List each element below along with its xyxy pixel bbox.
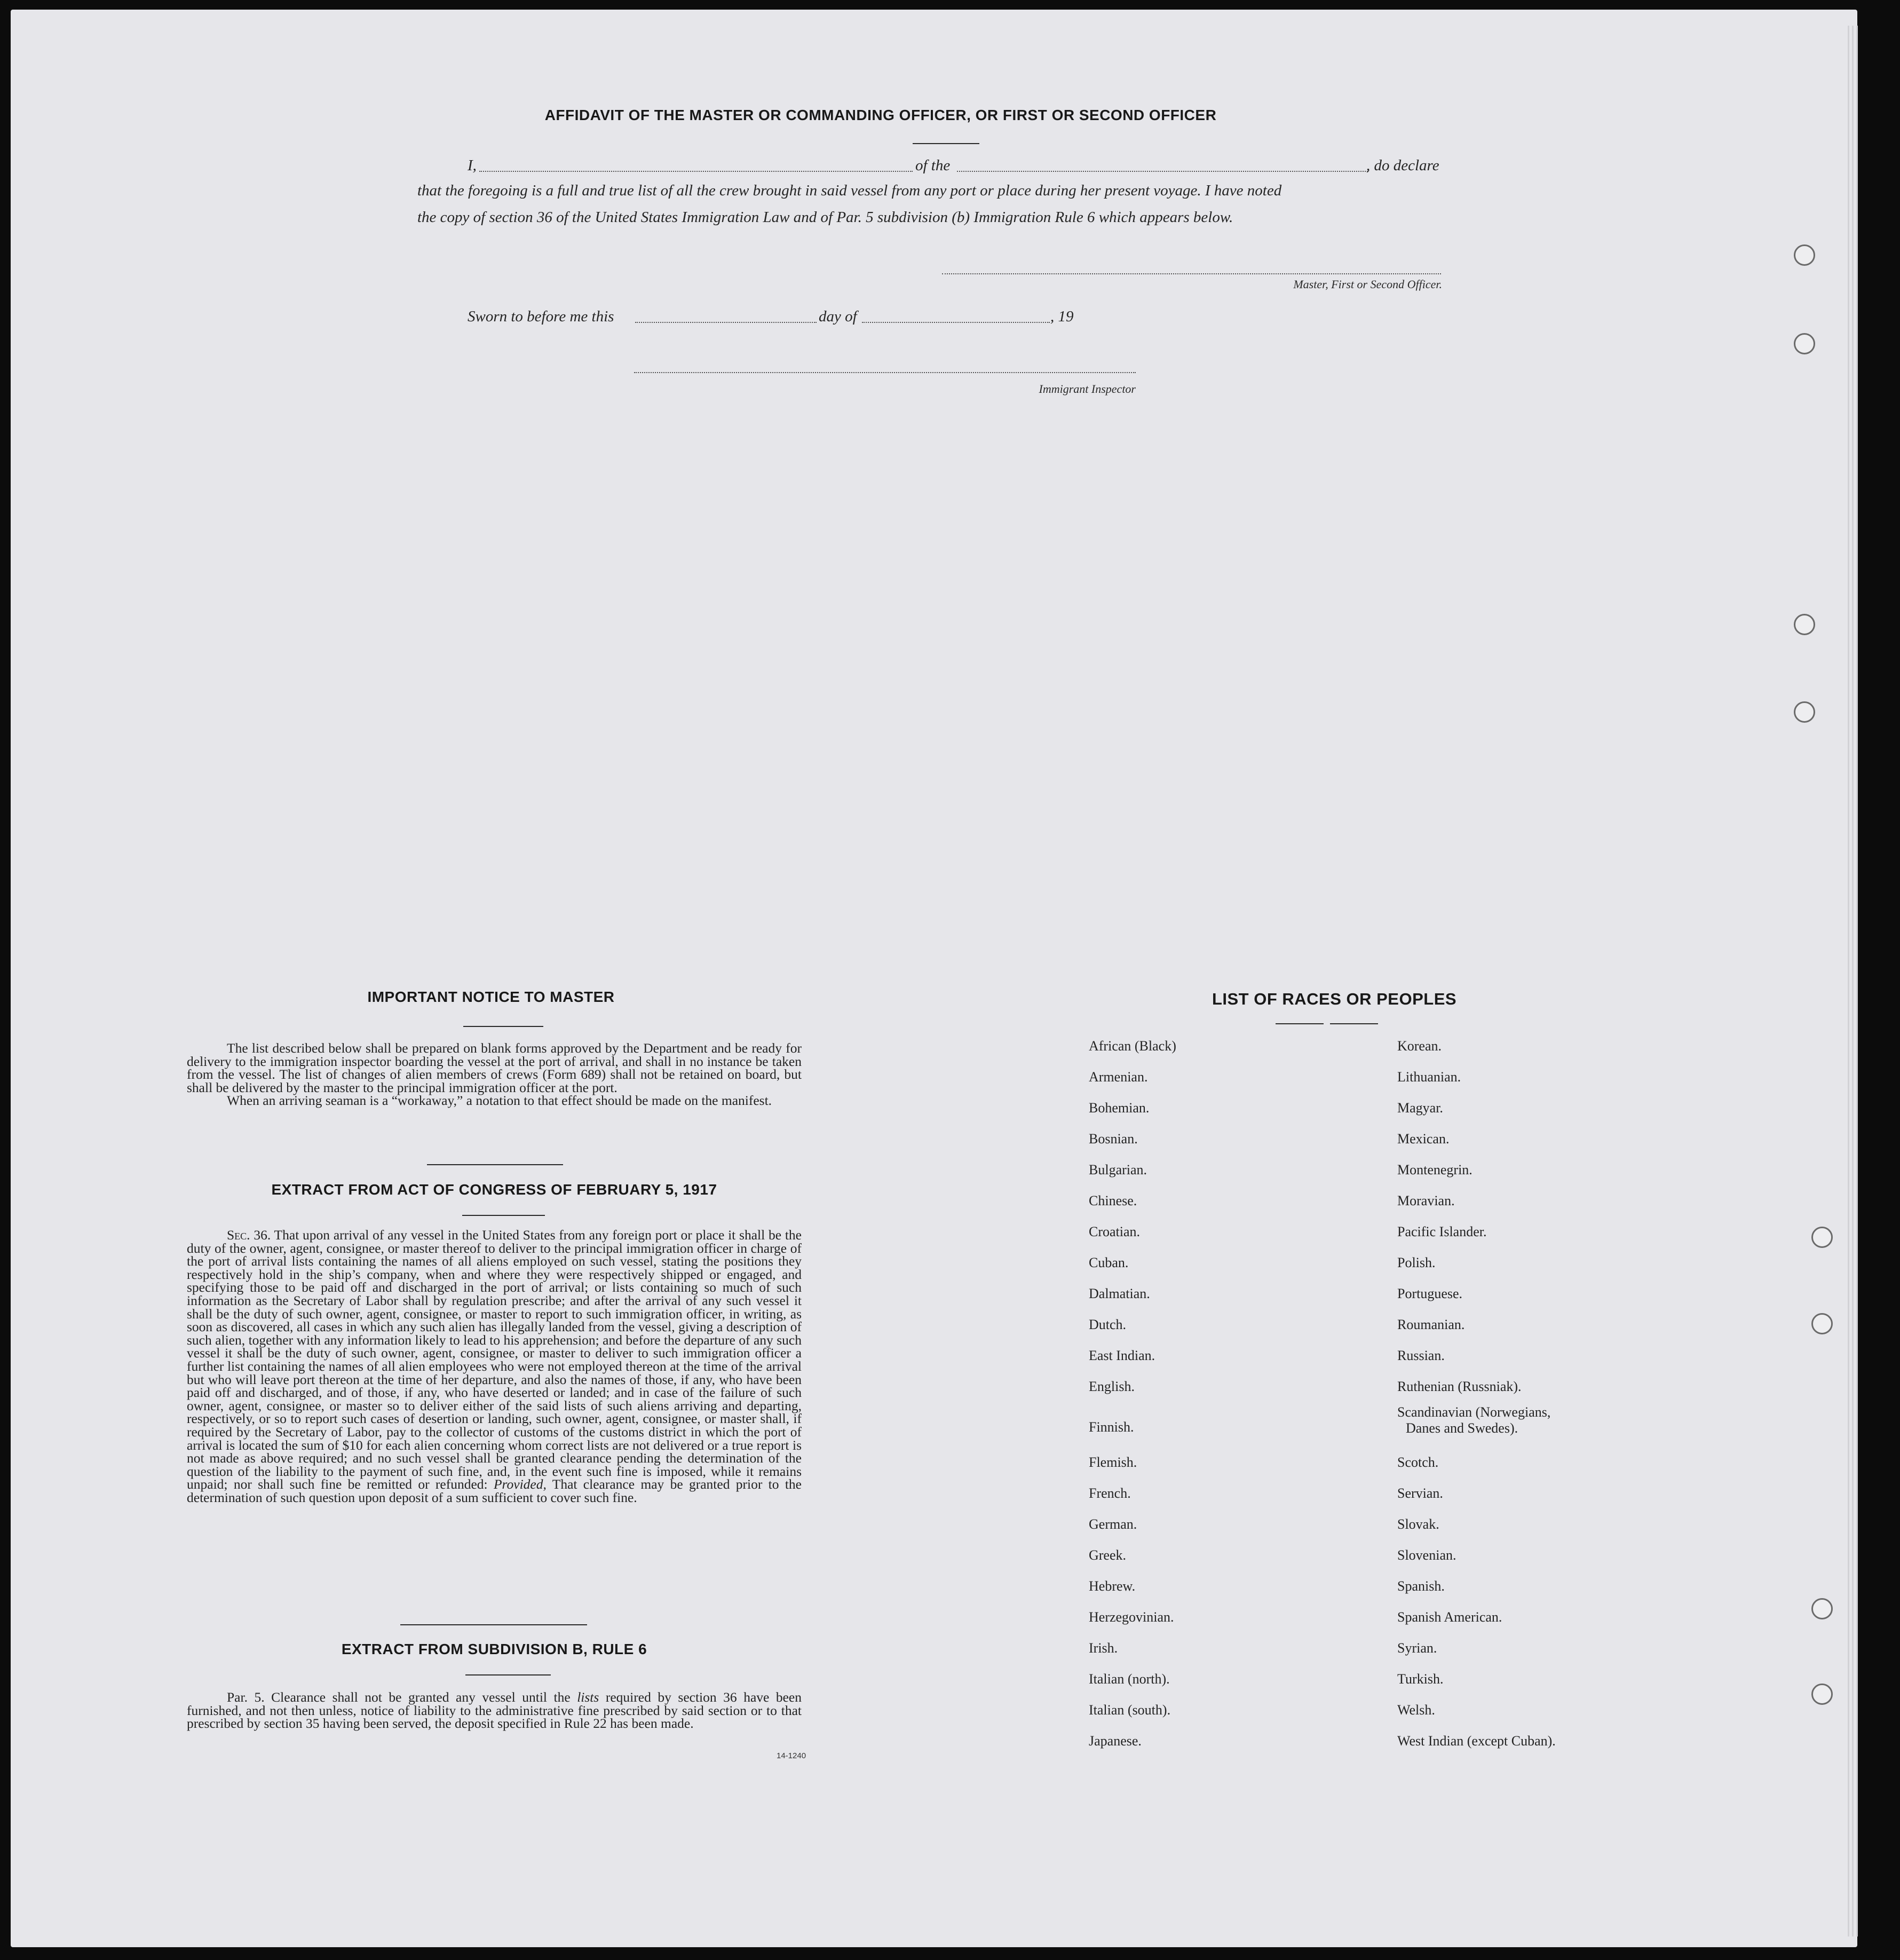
form-number: 14-1240 xyxy=(777,1751,806,1760)
name-blank-field[interactable] xyxy=(479,171,913,172)
race-item: Bulgarian. xyxy=(1089,1162,1147,1177)
race-item: Dutch. xyxy=(1089,1317,1127,1332)
notice-title: IMPORTANT NOTICE TO MASTER xyxy=(367,989,615,1005)
race-item: Slovenian. xyxy=(1397,1547,1456,1563)
race-item: Chinese. xyxy=(1089,1193,1137,1208)
race-item: Turkish. xyxy=(1397,1671,1444,1687)
race-item: Armenian. xyxy=(1089,1069,1148,1085)
inspector-signature-line[interactable] xyxy=(634,372,1136,373)
race-item: Flemish. xyxy=(1089,1455,1137,1470)
affidavit-i-label: I, xyxy=(468,157,477,174)
binder-hole-icon xyxy=(1811,1684,1833,1705)
race-item: Roumanian. xyxy=(1397,1317,1465,1332)
affidavit-declare-label: , do declare xyxy=(1366,157,1439,174)
race-item: Italian (north). xyxy=(1089,1671,1170,1687)
race-item: Greek. xyxy=(1089,1547,1127,1563)
race-item: Japanese. xyxy=(1089,1733,1142,1749)
month-blank-field[interactable] xyxy=(862,322,1050,323)
race-item: Syrian. xyxy=(1397,1640,1437,1656)
race-item: Polish. xyxy=(1397,1255,1436,1270)
race-item: East Indian. xyxy=(1089,1348,1155,1363)
extract-act-title: EXTRACT FROM ACT OF CONGRESS OF FEBRUARY 5, 1917 xyxy=(271,1181,717,1198)
binder-hole-icon xyxy=(1811,1227,1833,1248)
notice-body xyxy=(187,1042,802,1108)
divider xyxy=(400,1624,587,1625)
year-label: , 19 xyxy=(1050,308,1074,325)
races-right-list xyxy=(1397,1038,1648,1759)
race-item: Lithuanian. xyxy=(1397,1069,1461,1085)
race-item: African (Black) xyxy=(1089,1038,1176,1054)
affidavit-title: AFFIDAVIT OF THE MASTER OR COMMANDING OFFICER, OR FIRST OR SECOND OFFICER xyxy=(544,107,1217,123)
extract-rule-body xyxy=(187,1691,802,1730)
divider xyxy=(1276,1023,1324,1024)
divider xyxy=(465,1674,551,1676)
provided-label: Provided, xyxy=(493,1476,547,1492)
race-item: Italian (south). xyxy=(1089,1702,1171,1718)
binder-hole-icon xyxy=(1811,1598,1833,1619)
race-item: Montenegrin. xyxy=(1397,1162,1472,1177)
binder-hole-icon xyxy=(1794,614,1815,635)
extract-act-text-end: That clearance may be granted prior to the determination of such question upon deposit of a sum sufficient to cover such fine. xyxy=(187,1476,802,1505)
day-of-label: day of xyxy=(819,308,857,325)
race-item: Croatian. xyxy=(1089,1224,1141,1239)
race-item: Magyar. xyxy=(1397,1100,1443,1116)
race-item: Hebrew. xyxy=(1089,1578,1136,1594)
lists-word: lists xyxy=(577,1689,599,1705)
race-item: Irish. xyxy=(1089,1640,1118,1656)
race-item: Spanish. xyxy=(1397,1578,1445,1594)
affidavit-body-line1: that the foregoing is a full and true list of all the crew brought in said vessel from any port or place during her present voyage. I have noted xyxy=(417,182,1282,199)
extract-act-text: That upon arrival of any vessel in the United States from any foreign port or place it shall be the duty of the owner, agent, consignee, or master thereof to deliver to the principal immigration officer in charge of the port of arrival lists containing the names of all aliens employed on such vessel, stating the positions they respectively hold in the ship’s company, when and where they were respectively shipped or engaged, and specifying those to be paid off and discharged in the port of arrival; or lists containing so much of such information as the Secretary of Labor shall by regulation prescribe; and after the arrival of any such vessel it shall be the duty of such owner, agent, consignee, or master to report to such immigration officer, in writing, as soon as discovered, all cases in which any such alien has illegally landed from the vessel, giving a description of such alien, together with any information likely to lead to his apprehension; and before the departure of any such vessel it shall be the duty of such owner, agent, consignee, or master to deliver to such immigration officer a further list containing the names of all alien employees who were not employed thereon at the time of the arrival but who will leave port thereon at the time of her departure, and also the names of those, if any, who have been paid off and discharged, and of those, if any, who have deserted or landed; and in case of the failure of such owner, agent, consignee, or master so to deliver either of the said lists of such aliens arriving and departing, respectively, or so to report such cases of desertion or landing, such owner, agent, consignee, or master shall, if required by the Secretary of Labor, pay to the collector of customs of the customs district in which the port of arrival is located the sum of $10 for each alien concerning whom correct lists are not delivered or a true report is not made as above required; and no such vessel shall be granted clearance pending the determination of the question of the liability to the payment of such fine, and, in the event such fine is imposed, while it remains unpaid; nor shall such fine be remitted or refunded: xyxy=(187,1227,802,1492)
race-item: Herzegovinian. xyxy=(1089,1609,1174,1625)
binder-hole-icon xyxy=(1811,1313,1833,1334)
race-item: Servian. xyxy=(1397,1485,1443,1501)
divider xyxy=(427,1164,563,1165)
race-item: Moravian. xyxy=(1397,1193,1455,1208)
vessel-blank-field[interactable] xyxy=(957,171,1368,172)
master-signature-line[interactable] xyxy=(942,273,1441,274)
affidavit-of-label: of the xyxy=(915,157,951,174)
race-item: English. xyxy=(1089,1379,1135,1394)
race-item: German. xyxy=(1089,1516,1137,1532)
race-item: Scotch. xyxy=(1397,1455,1439,1470)
race-item: Korean. xyxy=(1397,1038,1442,1054)
divider xyxy=(463,1026,543,1027)
divider xyxy=(462,1215,545,1216)
race-item: West Indian (except Cuban). xyxy=(1397,1733,1556,1749)
page-edge xyxy=(1848,26,1849,1937)
section-label: Sec. 36. xyxy=(227,1227,271,1243)
divider xyxy=(1330,1023,1378,1024)
race-item: Spanish American. xyxy=(1397,1609,1502,1625)
race-item: Mexican. xyxy=(1397,1131,1450,1147)
race-item: French. xyxy=(1089,1485,1131,1501)
race-item: Scandinavian (Norwegians, Danes and Swedes). xyxy=(1397,1404,1551,1436)
day-blank-field[interactable] xyxy=(635,322,817,323)
races-title: LIST OF RACES OR PEOPLES xyxy=(1212,990,1457,1008)
race-item: Portuguese. xyxy=(1397,1286,1463,1301)
race-item: Bohemian. xyxy=(1089,1100,1150,1116)
race-item: Cuban. xyxy=(1089,1255,1129,1270)
race-item: Finnish. xyxy=(1089,1419,1134,1435)
affidavit-body-line2: the copy of section 36 of the United States Immigration Law and of Par. 5 subdivision (b) Immigration Rule 6 which appears below. xyxy=(417,209,1233,226)
extract-act-body xyxy=(187,1229,802,1504)
page-edge xyxy=(1856,26,1858,1937)
race-item: Pacific Islander. xyxy=(1397,1224,1487,1239)
race-item: Russian. xyxy=(1397,1348,1445,1363)
sworn-label: Sworn to before me this xyxy=(468,308,614,325)
race-item: Welsh. xyxy=(1397,1702,1435,1718)
binder-hole-icon xyxy=(1794,333,1815,354)
divider xyxy=(913,143,979,144)
inspector-label: Immigrant Inspector xyxy=(1039,382,1136,396)
binder-hole-icon xyxy=(1794,244,1815,266)
race-item: Dalmatian. xyxy=(1089,1286,1150,1301)
extract-rule-text-a: Par. 5. Clearance shall not be granted any vessel until the xyxy=(227,1689,571,1705)
race-item: Ruthenian (Russniak). xyxy=(1397,1379,1522,1394)
master-signature-label: Master, First or Second Officer. xyxy=(1293,278,1442,291)
notice-para2: When an arriving seaman is a “workaway,” a notation to that effect should be made on the manifest. xyxy=(227,1093,772,1109)
page-edge xyxy=(1852,26,1854,1937)
race-item: Bosnian. xyxy=(1089,1131,1138,1147)
extract-rule-text-b: required by section 36 have been furnished, and not then unless, notice of liability to the administrative fine prescribed by said section or to that prescribed by section 35 having been served, the deposit specified in Rule 22 has been made. xyxy=(187,1689,802,1732)
extract-rule-title: EXTRACT FROM SUBDIVISION B, RULE 6 xyxy=(341,1641,647,1657)
race-item: Slovak. xyxy=(1397,1516,1439,1532)
notice-para1: The list described below shall be prepared on blank forms approved by the Department and be ready for delivery to the immigration inspector boarding the vessel at the port of arrival, and shall in no instance be taken from the vessel. The list of changes of alien members of crews (Form 689) shall not be retained on board, but shall be delivered by the master to the principal immigration officer at the port. xyxy=(187,1040,802,1095)
binder-hole-icon xyxy=(1794,701,1815,723)
races-left-list xyxy=(1089,1038,1366,1759)
